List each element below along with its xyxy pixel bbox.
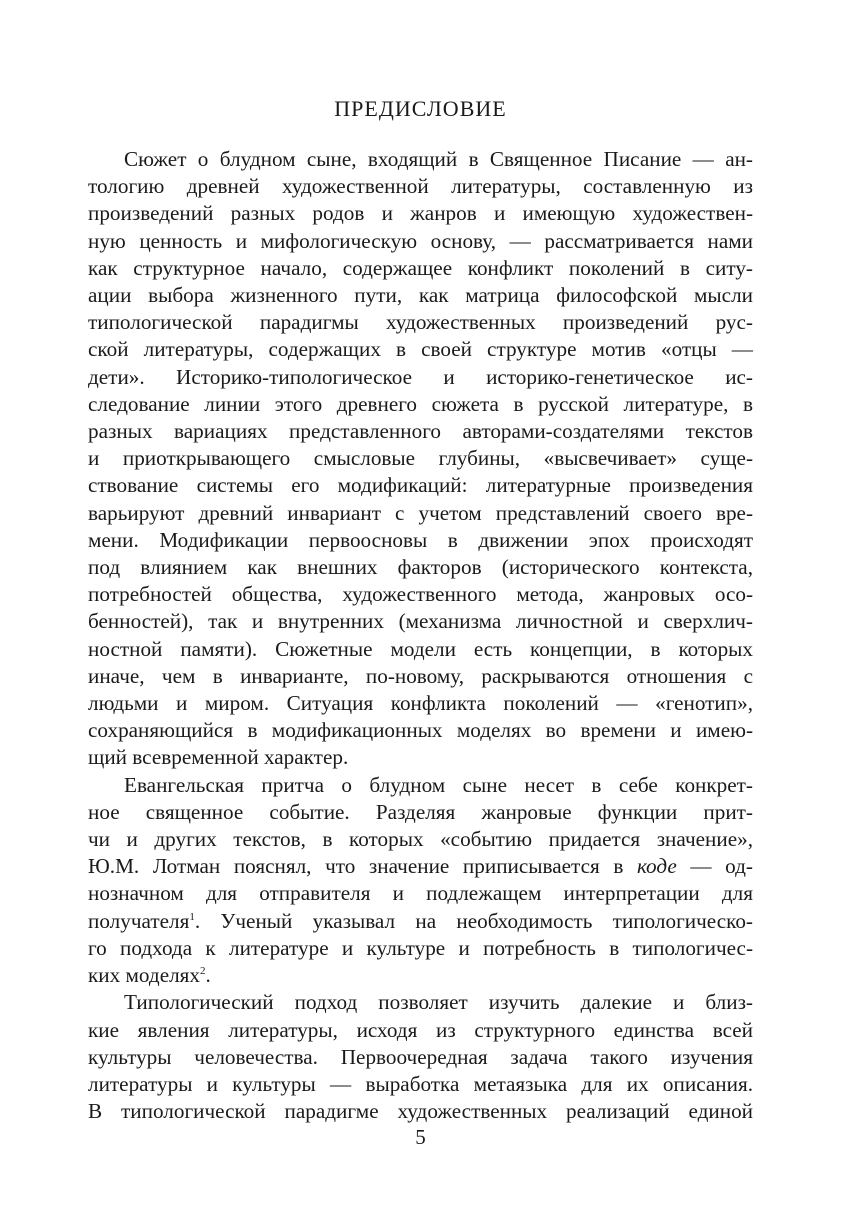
- text-line: варьируют древний инвариант с учетом представлений своего вре-: [88, 500, 753, 525]
- text-fragment: — од-: [676, 854, 753, 879]
- text-line: Сюжет о блудном сыне, входящий в Священное Писание — ан-: [124, 147, 753, 171]
- body-text: [88, 146, 753, 1125]
- text-line: мени. Модификации первоосновы в движении эпох происходят: [88, 527, 753, 552]
- text-line: [88, 853, 753, 880]
- text-line: потребностей общества, художественного метода, жанровых осо-: [88, 582, 753, 607]
- footnote-marker[interactable]: 2: [200, 965, 206, 978]
- book-page: [88, 0, 753, 1211]
- text-fragment: .: [205, 963, 211, 988]
- text-line: ностной памяти). Сюжетные модели есть концепции, в которых: [88, 636, 753, 661]
- text-line: тологию древней художественной литературы, составленную из: [88, 174, 753, 199]
- text-fragment: . Ученый указывал на необходимость типологическо-: [194, 908, 753, 933]
- text-line: иначе, чем в инварианте, по-новому, раскрываются отношения с: [88, 663, 753, 688]
- text-line: нозначном для отправителя и подлежащем интерпретации для: [88, 881, 753, 906]
- text-line: ное священное событие. Разделяя жанровые функции прит-: [88, 799, 753, 824]
- text-line: литературы и культуры — выработка метаязыка для их описания.: [88, 1071, 753, 1096]
- page-title: ПРЕДИСЛОВИЕ: [334, 96, 507, 121]
- text-fragment: ких моделях: [88, 963, 201, 988]
- text-line: В типологической парадигме художественных реализаций единой: [88, 1099, 753, 1124]
- text-line: произведений разных родов и жанров и имеющую художествен-: [88, 201, 753, 226]
- text-line: [88, 962, 753, 989]
- text-line: ствование системы его модификаций: литературные произведения: [88, 473, 753, 498]
- paragraph-1: [88, 146, 753, 772]
- text-fragment: получателя: [88, 908, 190, 933]
- text-line: бенностей), так и внутренних (механизма личностной и сверхлич-: [88, 609, 753, 634]
- paragraph-2: [88, 772, 753, 990]
- page-number: 5: [415, 1125, 426, 1149]
- text-line: следование линии этого древнего сюжета в русской литературе, в: [88, 391, 753, 416]
- text-line: го подхода к литературе и культуре и потребность в типологичес-: [88, 935, 753, 960]
- text-line: типологической парадигмы художественных произведений рус-: [88, 310, 753, 335]
- footnote-marker[interactable]: 1: [189, 910, 195, 923]
- text-line: ской литературы, содержащих в своей структуре мотив «отцы —: [88, 337, 753, 362]
- text-line: Евангельская притча о блудном сыне несет в себе конкрет-: [124, 772, 753, 797]
- text-line: кие явления литературы, исходя из структурного единства всей: [88, 1017, 753, 1042]
- text-line: как структурное начало, содержащее конфликт поколений в ситу-: [88, 255, 753, 280]
- text-line: Типологический подход позволяет изучить далекие и близ-: [124, 990, 753, 1015]
- text-line: чи и других текстов, в которых «событию придается значение»,: [88, 827, 753, 852]
- text-line: людьми и миром. Ситуация конфликта поколений — «генотип»,: [88, 691, 753, 716]
- text-line: [88, 908, 753, 935]
- text-line: и приоткрывающего смысловые глубины, «высвечивает» суще-: [88, 446, 753, 471]
- text-line: культуры человечества. Первоочередная задача такого изучения: [88, 1044, 753, 1069]
- text-line: щий всевременной характер.: [88, 745, 349, 770]
- text-line: дети». Историко-типологическое и историко-генетическое ис-: [88, 364, 753, 389]
- text-line: ную ценность и мифологическую основу, — рассматривается нами: [88, 228, 753, 253]
- text-line: разных вариациях представленного авторами-создателями текстов: [88, 419, 753, 444]
- text-line: под влиянием как внешних факторов (исторического контекста,: [88, 555, 753, 580]
- text-line: ации выбора жизненного пути, как матрица философской мысли: [88, 283, 753, 308]
- text-line: сохраняющийся в модификационных моделях во времени и имею-: [88, 718, 753, 743]
- paragraph-3: [88, 989, 753, 1125]
- text-fragment: Ю.М. Лотман пояснял, что значение приписывается в: [88, 854, 637, 879]
- italic-term: коде: [636, 854, 677, 879]
